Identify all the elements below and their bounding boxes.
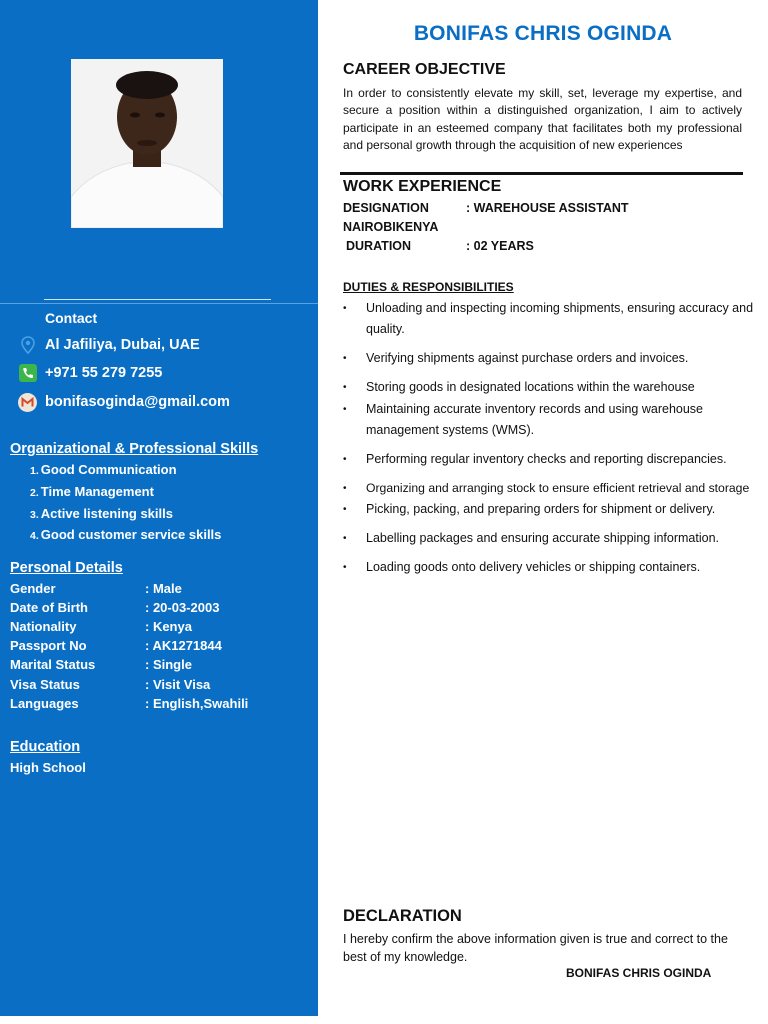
duty-item: • Performing regular inventory checks and reporting discrepancies. bbox=[343, 452, 727, 466]
duty-item: • Storing goods in designated locations within the warehouse bbox=[343, 380, 695, 394]
career-objective-text: In order to consistently elevate my skill, set, leverage my expertise, and secure a position within a distinguished organization, I aim to actively participate in an esteemed company that facilitates both my professional and personal growth through the acquisition of new experiences bbox=[343, 86, 742, 152]
duties-heading: DUTIES & RESPONSIBILITIES bbox=[343, 280, 514, 294]
section-divider bbox=[340, 172, 743, 175]
skill-item: 3. Active listening skills bbox=[30, 506, 173, 521]
contact-heading: Contact bbox=[45, 310, 98, 326]
candidate-name: BONIFAS CHRIS OGINDA bbox=[413, 22, 673, 45]
phone-text: +971 55 279 7255 bbox=[45, 365, 163, 381]
career-objective-heading: CAREER OBJECTIVE bbox=[343, 61, 506, 78]
gmail-icon bbox=[18, 393, 37, 412]
duty-item: • Picking, packing, and preparing orders for shipment or delivery. bbox=[343, 502, 716, 516]
designation-value: : WAREHOUSE ASSISTANT bbox=[466, 201, 629, 215]
designation-label: DESIGNATION bbox=[343, 201, 429, 215]
work-experience-heading: WORK EXPERIENCE bbox=[343, 178, 502, 195]
declaration-signature: BONIFAS CHRIS OGINDA bbox=[566, 966, 712, 980]
location-pin-icon bbox=[18, 336, 37, 355]
contact-address bbox=[18, 334, 200, 356]
work-location: NAIROBIKENYA bbox=[343, 220, 439, 234]
skills-heading: Organizational & Professional Skills bbox=[10, 441, 259, 457]
duration-label: DURATION bbox=[346, 239, 412, 253]
contact-phone[interactable] bbox=[18, 362, 162, 384]
address-text: Al Jafiliya, Dubai, UAE bbox=[45, 337, 200, 353]
profile-photo bbox=[71, 59, 223, 228]
duty-item: • Verifying shipments against purchase orders and invoices. bbox=[343, 351, 689, 365]
education-item: High School bbox=[10, 760, 86, 775]
skill-item: 2. Time Management bbox=[30, 484, 154, 499]
declaration-heading: DECLARATION bbox=[343, 907, 462, 925]
duty-item: • Loading goods onto delivery vehicles or shipping containers. bbox=[343, 560, 701, 574]
education-heading: Education bbox=[10, 739, 81, 755]
duration-value: : 02 YEARS bbox=[466, 239, 534, 253]
sidebar-divider-full bbox=[0, 303, 318, 304]
phone-icon bbox=[18, 364, 37, 383]
sidebar-divider bbox=[44, 299, 271, 300]
declaration-text: I hereby confirm the above information given is true and correct to the best of my knowledge. bbox=[343, 932, 728, 964]
skill-item: 4. Good customer service skills bbox=[30, 527, 222, 542]
duty-item: • Labelling packages and ensuring accurate shipping information. bbox=[343, 531, 720, 545]
skill-item: 1. Good Communication bbox=[30, 462, 177, 477]
duty-item: • Organizing and arranging stock to ensure efficient retrieval and storage bbox=[343, 481, 750, 495]
email-text: bonifasoginda@gmail.com bbox=[45, 394, 230, 410]
duty-item: • Unloading and inspecting incoming shipments, ensuring accuracy and quality. bbox=[343, 301, 754, 336]
personal-details-heading: Personal Details bbox=[10, 560, 123, 576]
duty-item: • Maintaining accurate inventory records and using warehouse management systems (WMS). bbox=[343, 402, 703, 437]
contact-email[interactable] bbox=[18, 391, 230, 413]
sidebar: Contact Al Jafiliya, Dubai, UAE +971 55 279 7255 bonifasoginda@gmail.com Organizational & Professional Skills 1. Good Communication 2. Time Management 3. Active listening skills 4. Good customer service skills Personal Details Gender : Male Date of Birth : 20-03-2003 Nationality : Kenya Passport No : AK1271844 Marital Status : Single Visa Status : Visit Visa Languages : English,Swahili Education High School bbox=[0, 0, 318, 1016]
